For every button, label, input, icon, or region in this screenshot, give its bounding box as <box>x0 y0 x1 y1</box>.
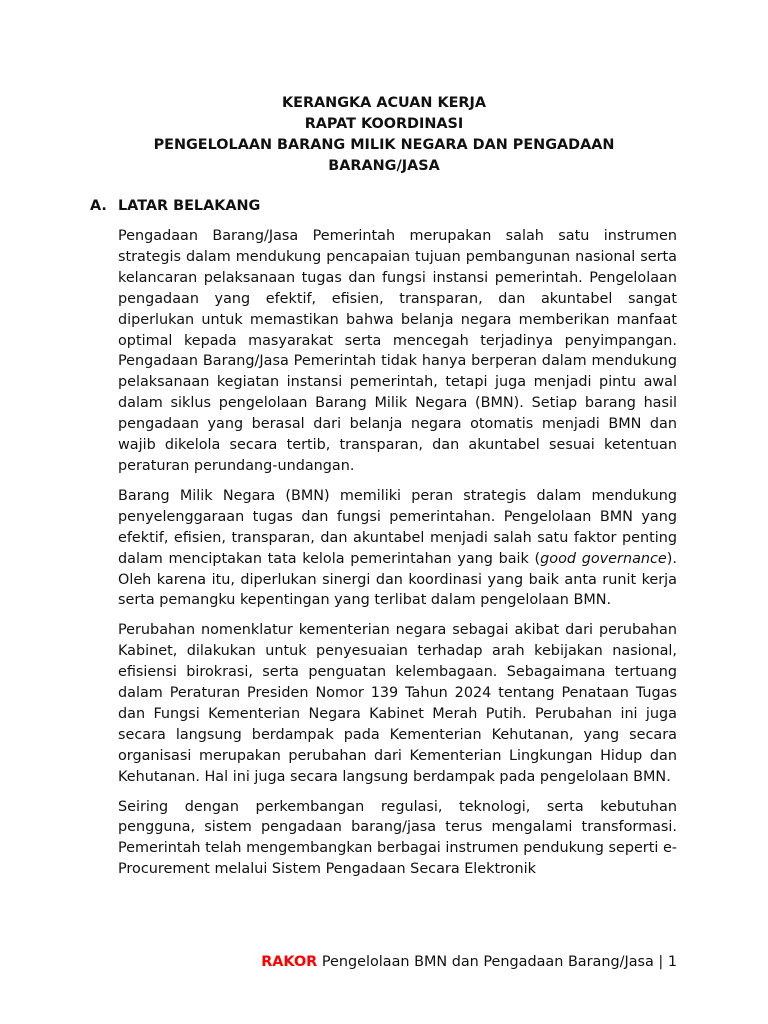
title-line-3: PENGELOLAAN BARANG MILIK NEGARA DAN PENGADAAN <box>153 137 615 153</box>
title-line-2: RAPAT KOORDINASI <box>304 116 464 132</box>
body-text <box>118 226 677 889</box>
section-heading <box>90 196 260 216</box>
paragraph-3: Perubahan nomenklatur kementerian negara sebagai akibat dari perubahan Kabinet, dilakukan untuk penyesuaian terhadap arah kebijakan nasional, efisiensi birokrasi, serta penguatan kelembagaan. Sebagaimana tertuang dalam Peraturan Presiden Nomor 139 Tahun 2024 tentang Penataan Tugas dan Fungsi Kementerian Negara Kabinet Merah Putih. Perubahan ini juga secara langsung berdampak pada Kementerian Kehutanan, yang secara organisasi merupakan perubahan dari Kementerian Lingkungan Hidup dan Kehutanan. Hal ini juga secara langsung berdampak pada pengelolaan BMN. <box>118 622 677 785</box>
paragraph-2-after: ). Oleh karena itu, diperlukan sinergi dan koordinasi yang baik anta runit kerja serta pemangku kepentingan yang terlibat dalam pengelolaan BMN. <box>118 550 677 609</box>
paragraph-2-italic: good governance <box>540 550 667 567</box>
title-line-1: KERANGKA ACUAN KERJA <box>281 95 487 111</box>
paragraph-4: Seiring dengan perkembangan regulasi, teknologi, serta kebutuhan pengguna, sistem pengadaan barang/jasa terus mengalami transformasi. Pemerintah telah mengembangkan berbagai instrumen pendukung seperti e-Procurement melalui Sistem Pengadaan Secara Elektronik <box>118 798 677 878</box>
section-letter: A. <box>90 198 107 214</box>
page-footer <box>261 952 677 972</box>
document-title <box>0 93 768 177</box>
section-title: LATAR BELAKANG <box>118 198 261 214</box>
footer-brand: RAKOR <box>261 954 318 970</box>
title-line-4: BARANG/JASA <box>328 158 440 174</box>
paragraph-1: Pengadaan Barang/Jasa Pemerintah merupakan salah satu instrumen strategis dalam mendukung pencapaian tujuan pembangunan nasional serta kelancaran pelaksanaan tugas dan fungsi instansi pemerintah. Pengelolaan pengadaan yang efektif, efisien, transparan, dan akuntabel sangat diperlukan untuk memastikan bahwa belanja negara memberikan manfaat optimal kepada masyarakat serta mencegah terjadinya penyimpangan. Pengadaan Barang/Jasa Pemerintah tidak hanya berperan dalam mendukung pelaksanaan kegiatan instansi pemerintah, tetapi juga menjadi pintu awal dalam siklus pengelolaan Barang Milik Negara (BMN). Setiap barang hasil pengadaan yang berasal dari belanja negara otomatis menjadi BMN dan wajib dikelola secara tertib, transparan, dan akuntabel sesuai ketentuan peraturan perundang-undangan. <box>118 228 677 474</box>
paragraph-2 <box>118 486 677 611</box>
paragraph-2-before: Barang Milik Negara (BMN) memiliki peran strategis dalam mendukung penyelenggaraan tugas dan fungsi pemerintahan. Pengelolaan BMN yang efektif, efisien, transparan, dan akuntabel menjadi salah satu faktor penting dalam menciptakan tata kelola pemerintahan yang baik ( <box>118 487 677 567</box>
footer-text: Pengelolaan BMN dan Pengadaan Barang/Jasa | 1 <box>321 954 677 970</box>
